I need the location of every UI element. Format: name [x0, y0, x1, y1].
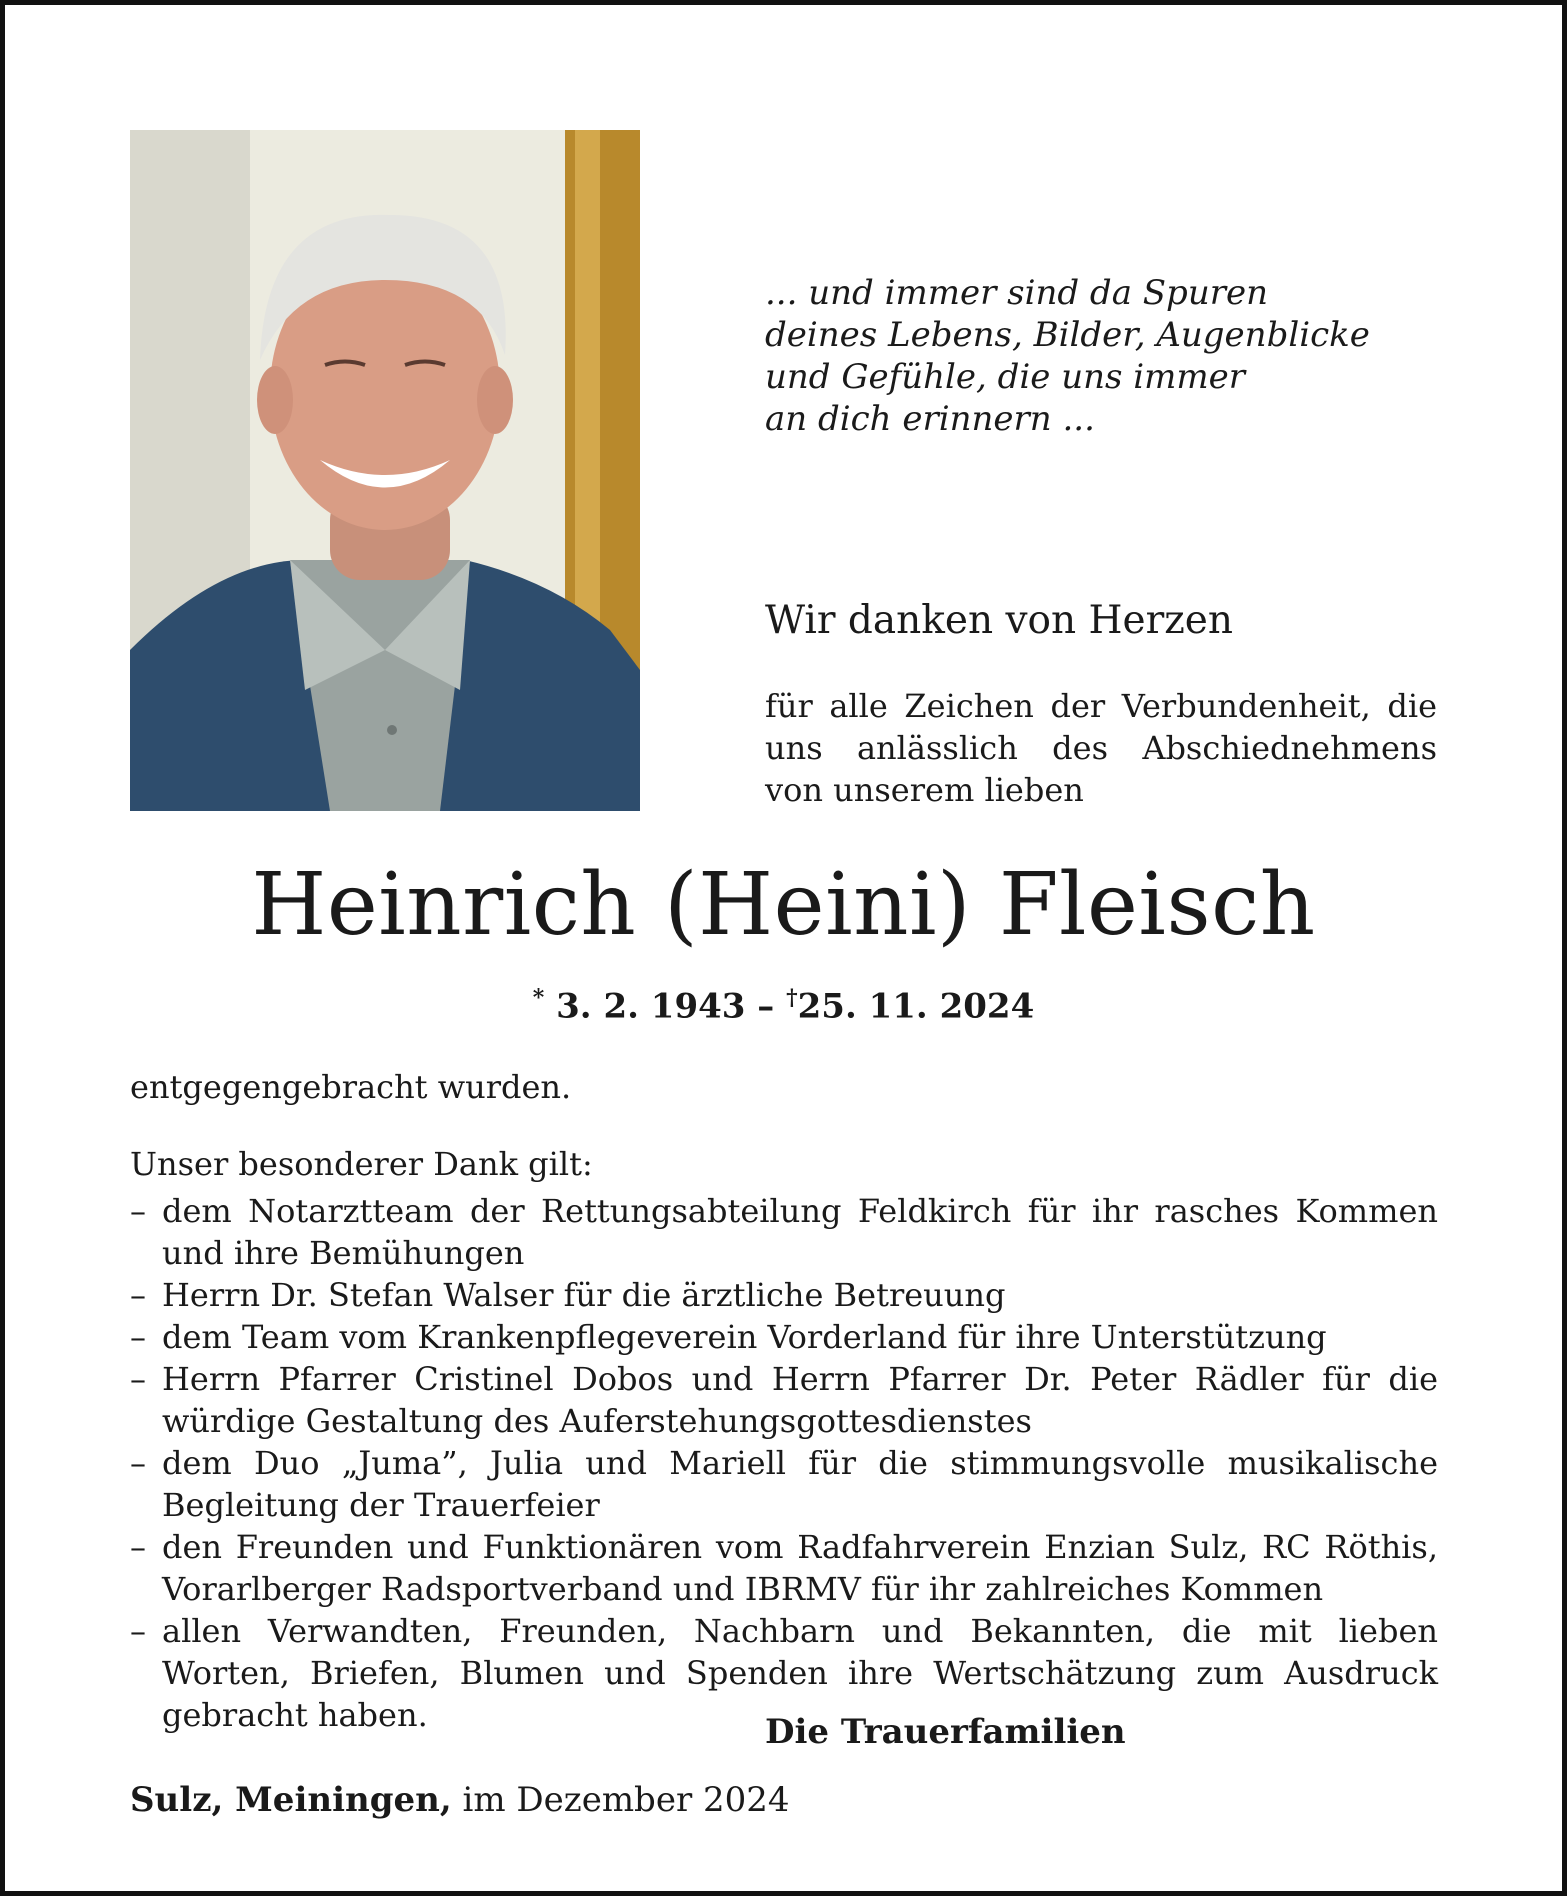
special-thanks-intro: Unser besonderer Dank gilt:	[130, 1145, 593, 1183]
after-name-text: entgegengebracht wurden.	[130, 1068, 572, 1106]
death-symbol: †	[786, 985, 798, 1011]
birth-symbol: *	[532, 985, 545, 1011]
thanks-text	[765, 685, 1437, 811]
life-dates	[0, 985, 1567, 1026]
birth-date: 3. 2. 1943	[556, 986, 746, 1027]
portrait-image	[130, 130, 640, 811]
place-and-date	[130, 1780, 790, 1820]
death-date: 25. 11. 2024	[797, 986, 1035, 1027]
place-date: im Dezember 2024	[462, 1780, 790, 1820]
quote-line: deines Lebens, Bilder, Augenblicke	[765, 315, 1370, 355]
signature: Die Trauerfamilien	[765, 1712, 1126, 1752]
thanks-line: für alle Zeichen der Verbundenheit, die	[765, 687, 1437, 725]
place-locations: Sulz, Meiningen,	[130, 1780, 452, 1820]
list-item: – allen Verwandten, Freunden, Nachbarn und Bekannten, die mit lieben Worten, Briefen, Blumen und Spenden ihre Wertschätzung zum Ausdruck gebracht haben.	[130, 1610, 1438, 1736]
quote-line: an dich erinnern ...	[765, 399, 1095, 439]
portrait-photo	[130, 130, 640, 811]
list-item: – dem Notarztteam der Rettungsabteilung Feldkirch für ihr rasches Kommen und ihre Bemühungen	[130, 1190, 1438, 1274]
date-separator: –	[757, 986, 775, 1027]
list-item: – dem Duo „Juma”, Julia und Mariell für die stimmungsvolle musikalische Begleitung der Trauerfeier	[130, 1442, 1438, 1526]
thanks-list	[130, 1190, 1438, 1736]
thanks-heading: Wir danken von Herzen	[765, 598, 1233, 643]
list-item: – den Freunden und Funktionären vom Radfahrverein Enzian Sulz, RC Röthis, Vorarlberger Radsportverband und IBRMV für ihr zahlreiches Kommen	[130, 1526, 1438, 1610]
list-item: – dem Team vom Krankenpflegeverein Vorderland für ihre Unterstützung	[130, 1316, 1438, 1358]
thanks-line: von unserem lieben	[765, 771, 1084, 809]
list-item: – Herrn Dr. Stefan Walser für die ärztliche Betreuung	[130, 1274, 1438, 1316]
deceased-name: Heinrich (Heini) Fleisch	[251, 855, 1316, 955]
thanks-line: uns anlässlich des Abschiednehmens	[765, 729, 1437, 767]
quote-line: ... und immer sind da Spuren	[765, 273, 1268, 313]
memorial-quote	[765, 272, 1385, 440]
list-item: – Herrn Pfarrer Cristinel Dobos und Herrn Pfarrer Dr. Peter Rädler für die würdige Gestaltung des Auferstehungsgottesdienstes	[130, 1358, 1438, 1442]
quote-line: und Gefühle, die uns immer	[765, 357, 1245, 397]
